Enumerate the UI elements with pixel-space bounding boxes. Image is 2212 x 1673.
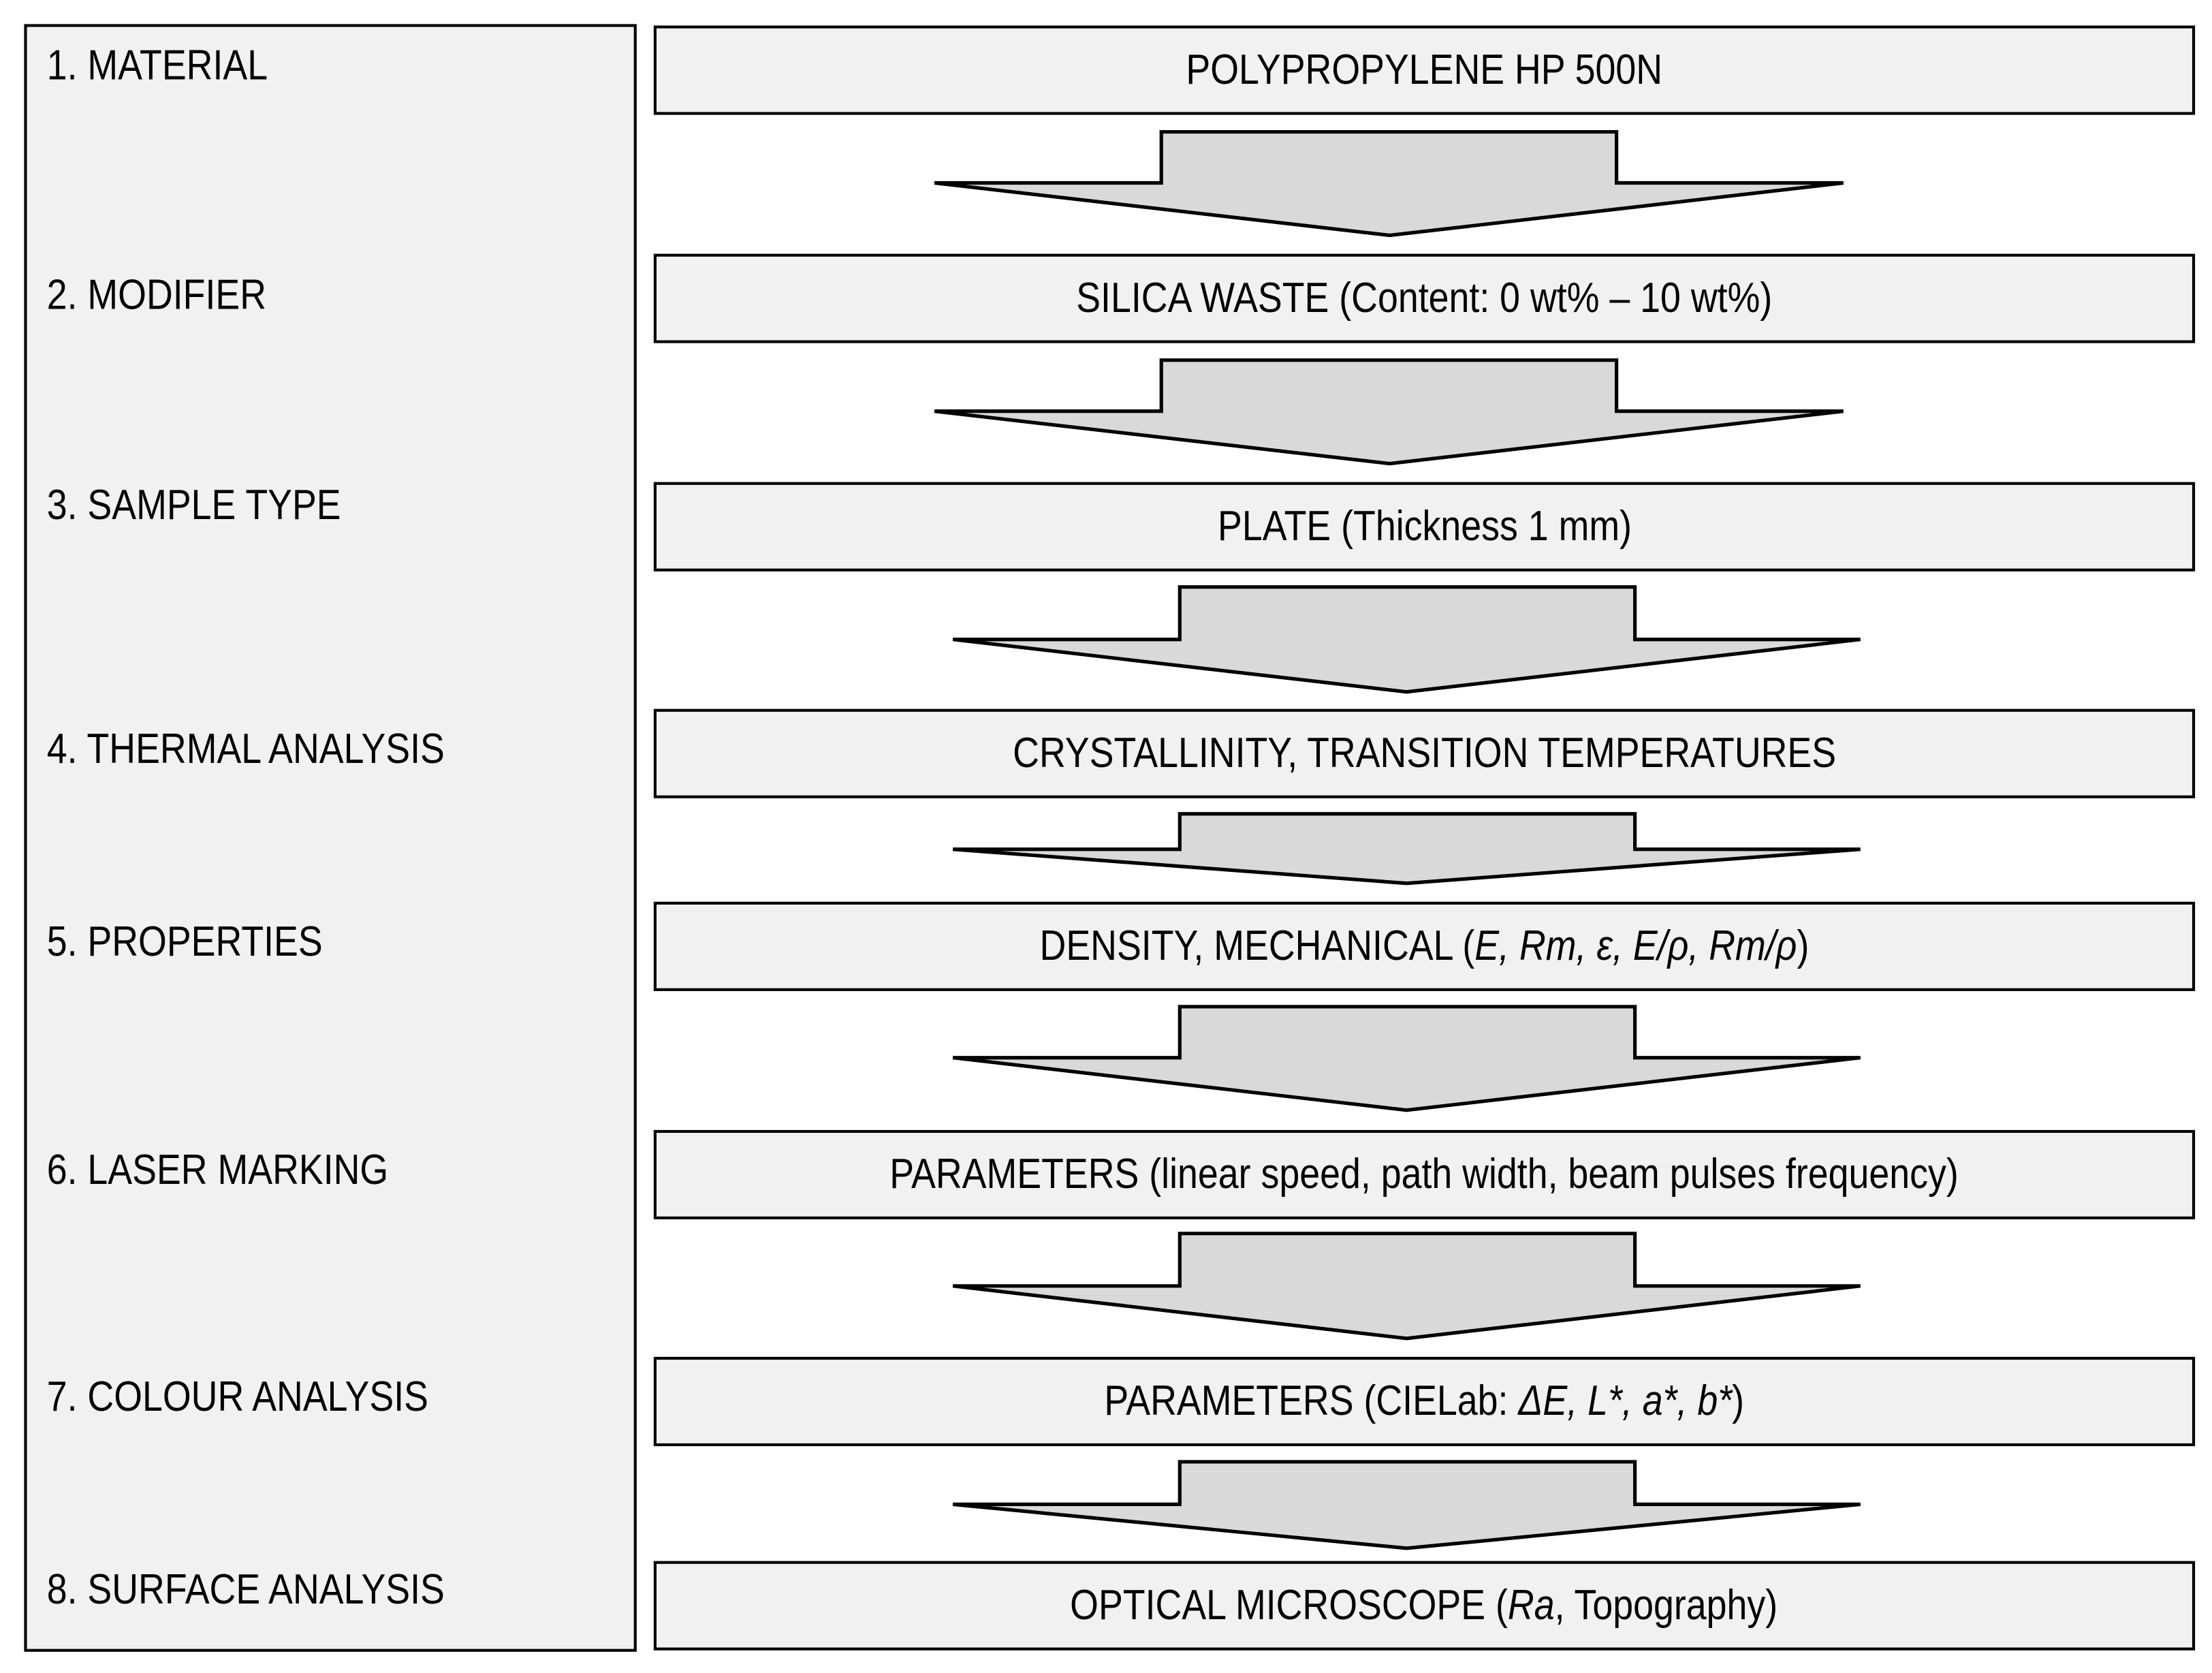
step-label-sample-type: 3. SAMPLE TYPE	[46, 482, 341, 529]
down-arrow-icon	[953, 1007, 1861, 1110]
step-box-text: CRYSTALLINITY, TRANSITION TEMPERATURES	[1013, 729, 1836, 777]
text-prefix: DENSITY, MECHANICAL (	[1039, 922, 1475, 969]
text-italic-symbols: Ra	[1508, 1581, 1555, 1629]
down-arrow-icon	[953, 1462, 1861, 1548]
step-box-text: PLATE (Thickness 1 mm)	[1217, 502, 1632, 550]
step-label-surface-analysis: 8. SURFACE ANALYSIS	[46, 1566, 445, 1614]
step-label-thermal-analysis: 4. THERMAL ANALYSIS	[46, 725, 445, 773]
text-suffix: )	[1732, 1377, 1745, 1424]
text-prefix: PARAMETERS (CIELab:	[1104, 1377, 1519, 1424]
step-box-laser-marking	[654, 1130, 2195, 1219]
step-box-text	[1105, 1377, 1745, 1426]
text-prefix: OPTICAL MICROSCOPE (	[1070, 1581, 1508, 1629]
step-box-modifier	[654, 254, 2195, 343]
step-label-laser-marking: 6. LASER MARKING	[46, 1146, 389, 1194]
down-arrow-icon	[934, 360, 1844, 464]
step-box-text: POLYPROPYLENE HP 500N	[1186, 46, 1663, 93]
step-box-text	[1071, 1582, 1778, 1630]
step-box-thermal-analysis	[654, 709, 2195, 798]
text-suffix: , Topography)	[1555, 1581, 1778, 1629]
step-box-text: SILICA WASTE (Content: 0 wt% – 10 wt%)	[1076, 274, 1773, 322]
step-label-modifier: 2. MODIFIER	[46, 272, 267, 319]
down-arrow-icon	[953, 587, 1861, 692]
step-box-sample-type	[654, 482, 2195, 572]
step-box-colour-analysis	[654, 1357, 2195, 1446]
text-italic-symbols: E, Rm, ε, E/ρ, Rm/ρ	[1474, 922, 1797, 969]
step-box-text	[1040, 922, 1810, 971]
down-arrow-icon	[934, 132, 1844, 236]
step-label-properties: 5. PROPERTIES	[46, 918, 323, 966]
step-box-text: PARAMETERS (linear speed, path width, beam pulses frequency)	[889, 1151, 1959, 1198]
down-arrow-icon	[953, 1234, 1861, 1339]
step-label-material: 1. MATERIAL	[46, 42, 268, 90]
text-italic-symbols: ΔE, L*, a*, b*	[1518, 1377, 1733, 1424]
down-arrow-icon	[953, 814, 1861, 884]
step-label-colour-analysis: 7. COLOUR ANALYSIS	[46, 1373, 428, 1421]
step-box-surface-analysis	[654, 1561, 2195, 1651]
text-suffix: )	[1797, 922, 1810, 969]
step-box-properties	[654, 902, 2195, 991]
step-box-material	[654, 25, 2195, 114]
